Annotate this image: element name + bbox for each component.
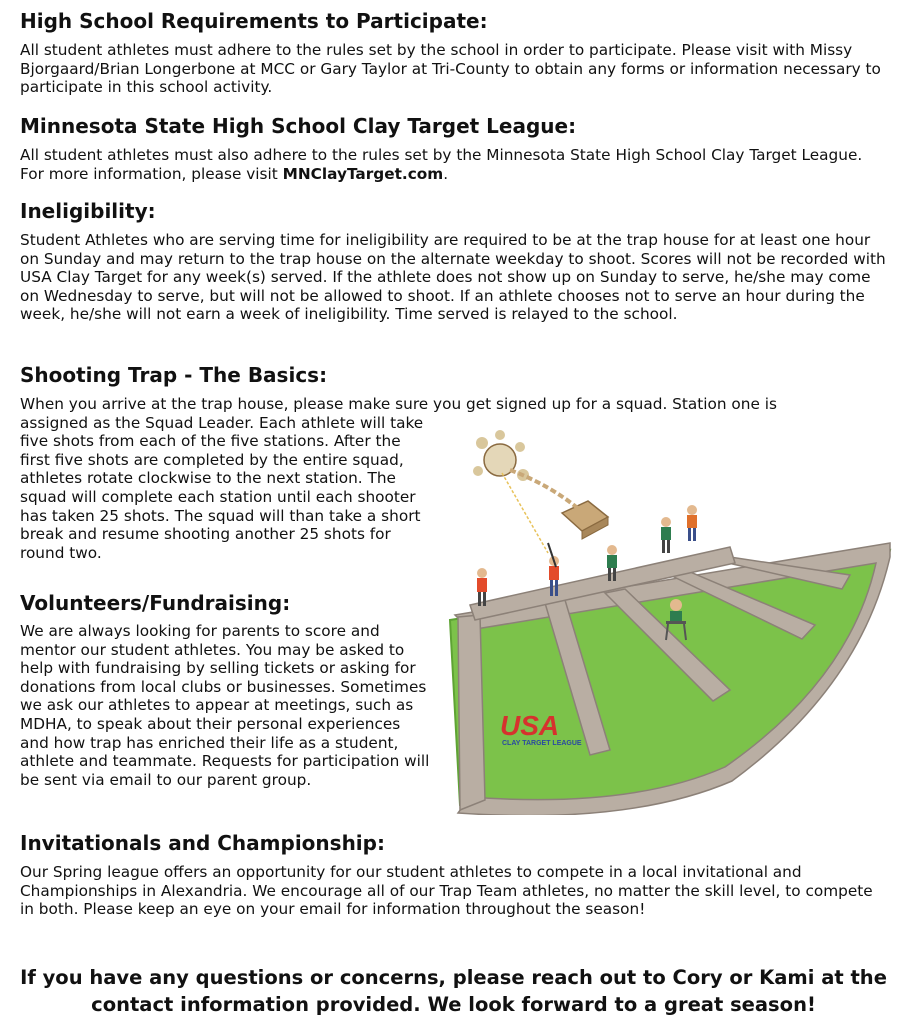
section-heading: Shooting Trap - The Basics:: [20, 363, 328, 387]
section-intro: When you arrive at the trap house, please make sure you get signed up for a squad. Station one is: [20, 395, 777, 413]
section-high-school-requirements: [20, 8, 890, 97]
section-volunteers: [20, 590, 430, 789]
left-walkway: [458, 615, 485, 810]
logo-text: USA: [500, 710, 560, 741]
trap-field-svg: [430, 425, 900, 815]
section-heading: Ineligibility:: [20, 199, 156, 223]
section-league: [20, 113, 890, 183]
logo-subtext: CLAY TARGET LEAGUE: [502, 740, 582, 747]
section-invitationals: [20, 830, 890, 919]
section-heading: Minnesota State High School Clay Target League:: [20, 114, 577, 138]
league-body-text: All student athletes must also adhere to the rules set by the Minnesota State High School Clay Target League. For more information, please visit: [20, 146, 863, 183]
section-body: [20, 146, 890, 183]
closing-message: If you have any questions or concerns, please reach out to Cory or Kami at the contact information provided. We look forward to a great season!: [20, 966, 887, 1016]
shot-line: [502, 473, 548, 553]
section-heading: Invitationals and Championship:: [20, 831, 385, 855]
section-heading: Volunteers/Fundraising:: [20, 591, 291, 615]
section-body: Student Athletes who are serving time for ineligibility are required to be at the trap house for at least one hour on Sunday and may return to the trap house on the alternate weekday to shoot. Scores will not be recorded with USA Clay Target for any week(s) served. If the athlete does not show up on Sunday to serve, he/she may come on Wednesday to serve, but will not be allowed to shoot. If an athlete chooses not to serve an hour during the week, he/she will not earn a week of ineligibility. Time served is relayed to the school.: [20, 231, 886, 324]
section-ineligibility: [20, 198, 890, 324]
section-body: Our Spring league offers an opportunity for our student athletes to compete in a local invitational and Championships in Alexandria. We encourage all of our Trap Team athletes, no matter the skill level, to compete in both. Please keep an eye on your email for information throughout the season!: [20, 863, 873, 919]
section-body: All student athletes must adhere to the rules set by the school in order to participate. Please visit with Missy Bjorgaard/Brian Longerbone at MCC or Gary Taylor at Tri-County to obtain any forms or information necessary to participate in this school activity.: [20, 41, 881, 97]
section-heading: High School Requirements to Participate:: [20, 9, 488, 33]
section-body: assigned as the Squad Leader. Each athlete will take five shots from each of the five stations. After the first five shots are completed by the entire squad, athletes rotate clockwise to the next station. The squad will complete each station until each shooter has taken 25 shots. The squad will than take a short break and resume shooting another 25 shots for round two.: [20, 413, 424, 562]
league-body-end: .: [443, 164, 449, 183]
league-website-link[interactable]: MNClayTarget.com: [282, 164, 444, 183]
section-body: We are always looking for parents to score and mentor our student athletes. You may be asked to help with fundraising by selling tickets or asking for donations from local clubs or businesses. Sometimes we ask our athletes to appear at meetings, such as MDHA, to speak about their personal experiences and how trap has enriched their life as a student, athlete and teammate. Requests for participation will be sent via email to our parent group.: [20, 622, 430, 789]
trap-field-illustration: [430, 425, 900, 815]
